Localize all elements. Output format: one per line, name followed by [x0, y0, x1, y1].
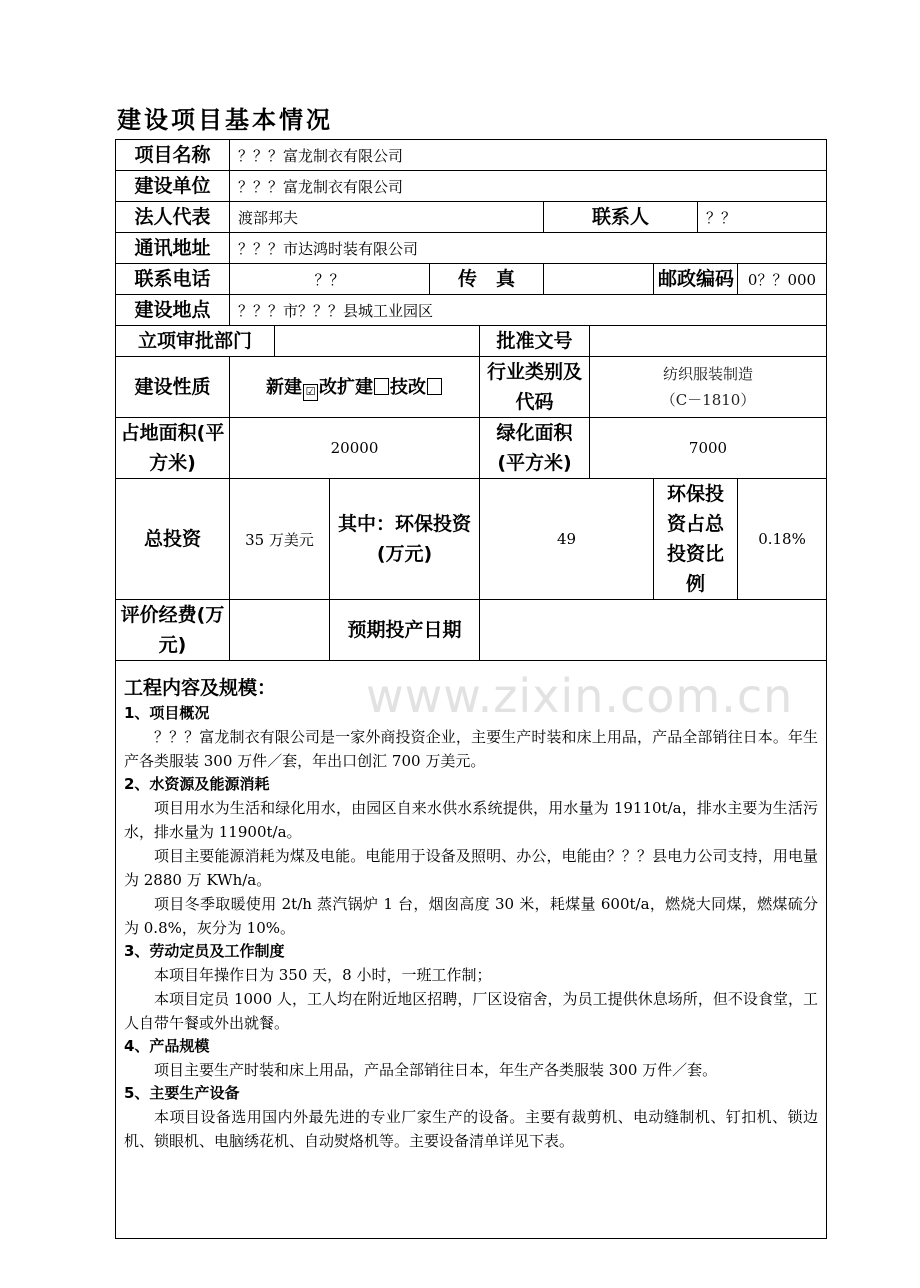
area-value: 20000 — [230, 418, 480, 479]
green-area-label: 绿化面积(平方米) — [480, 418, 590, 479]
nature-new-checkbox[interactable]: ☑ — [303, 384, 318, 401]
phone-value: ？？ — [230, 264, 430, 295]
nature-expand-label: 改扩建 — [319, 377, 373, 398]
section-5-para-1: 本项目设备选用国内外最先进的专业厂家生产的设备。主要有裁剪机、电动缝制机、钉扣机、锁边机、锁眼机、电脑绣花机、自动熨烙机等。主要设备清单详见下表。 — [124, 1108, 819, 1150]
approval-doc-value — [590, 326, 827, 357]
env-ratio-value: 0.18% — [738, 479, 827, 600]
section-4-title: 4、产品规模 — [124, 1037, 210, 1055]
green-area-value: 7000 — [590, 418, 827, 479]
section-2-para-3: 项目冬季取暖使用 2t/h 蒸汽锅炉 1 台，烟囱高度 30 米，耗煤量 600t/a，燃烧大同煤，燃煤硫分为 0.8%，灰分为 10%。 — [124, 895, 819, 937]
section-2-para-2: 项目主要能源消耗为煤及电能。电能用于设备及照明、办公，电能由？？？县电力公司支持，用电量为 2880 万 KWh/a。 — [124, 847, 819, 889]
address-label: 通讯地址 — [116, 233, 230, 264]
investment-value: 35 万美元 — [230, 479, 330, 600]
page-title: 建设项目基本情况 — [117, 106, 333, 134]
section-5-title: 5、主要生产设备 — [124, 1084, 240, 1102]
fax-value — [544, 264, 654, 295]
address-value: ？？？市达鸿时装有限公司 — [230, 233, 827, 264]
nature-label: 建设性质 — [116, 357, 230, 418]
legal-rep-value: 渡部邦夫 — [230, 202, 544, 233]
industry-name: 纺织服装制造 — [663, 365, 754, 383]
section-3-para-2: 本项目定员 1000 人，工人均在附近地区招聘，厂区设宿舍，为员工提供休息场所，但不设食堂，工人自带午餐或外出就餐。 — [124, 990, 819, 1032]
project-name-label: 项目名称 — [116, 140, 230, 171]
section-2-title: 2、水资源及能源消耗 — [124, 775, 270, 793]
contact-value: ？？ — [698, 202, 827, 233]
env-ratio-label: 环保投资占总投资比例 — [654, 479, 738, 600]
content-heading: 工程内容及规模： — [124, 677, 277, 699]
section-3-para-1: 本项目年操作日为 350 天，8 小时，一班工作制； — [154, 966, 492, 984]
builder-label: 建设单位 — [116, 171, 230, 202]
nature-tech-label: 技改 — [390, 377, 426, 398]
eval-fee-value — [230, 600, 330, 661]
area-label: 占地面积(平方米) — [116, 418, 230, 479]
contact-label: 联系人 — [544, 202, 698, 233]
section-4-para-1: 项目主要生产时装和床上用品，产品全部销往日本，年生产各类服装 300 万件／套。 — [154, 1061, 718, 1079]
env-investment-value: 49 — [480, 479, 654, 600]
section-3-title: 3、劳动定员及工作制度 — [124, 942, 285, 960]
project-name-value: ？？？富龙制衣有限公司 — [230, 140, 827, 171]
site-label: 建设地点 — [116, 295, 230, 326]
production-date-value — [480, 600, 827, 661]
postcode-value: 0？？000 — [738, 264, 827, 295]
section-1-para-1: ？？？富龙制衣有限公司是一家外商投资企业，主要生产时装和床上用品，产品全部销往日本。年生产各类服装 300 万件／套，年出口创汇 700 万美元。 — [124, 728, 819, 770]
project-content — [116, 661, 827, 1239]
section-2-para-1: 项目用水为生活和绿化用水，由园区自来水供水系统提供，用水量为 19110t/a，排水主要为生活污水，排水量为 11900t/a。 — [124, 799, 819, 841]
industry-value — [590, 357, 827, 418]
approval-doc-label: 批准文号 — [480, 326, 590, 357]
legal-rep-label: 法人代表 — [116, 202, 230, 233]
industry-code: （C－1810） — [660, 391, 756, 409]
nature-tech-checkbox[interactable] — [427, 378, 442, 395]
phone-label: 联系电话 — [116, 264, 230, 295]
postcode-label: 邮政编码 — [654, 264, 738, 295]
site-value: ？？？市？？？县城工业园区 — [230, 295, 827, 326]
nature-new-label: 新建 — [266, 377, 302, 398]
eval-fee-label: 评价经费(万元) — [116, 600, 230, 661]
approval-dept-label: 立项审批部门 — [116, 326, 275, 357]
project-info-table — [115, 139, 827, 1239]
industry-label: 行业类别及代码 — [480, 357, 590, 418]
nature-expand-checkbox[interactable] — [374, 378, 389, 395]
env-investment-label: 其中：环保投资(万元) — [330, 479, 480, 600]
builder-value: ？？？富龙制衣有限公司 — [230, 171, 827, 202]
approval-dept-value — [275, 326, 480, 357]
production-date-label: 预期投产日期 — [330, 600, 480, 661]
watermark: www.zixin.com.cn — [366, 669, 794, 723]
fax-label: 传 真 — [430, 264, 544, 295]
nature-options — [230, 357, 480, 418]
investment-label: 总投资 — [116, 479, 230, 600]
section-1-title: 1、项目概况 — [124, 704, 210, 722]
